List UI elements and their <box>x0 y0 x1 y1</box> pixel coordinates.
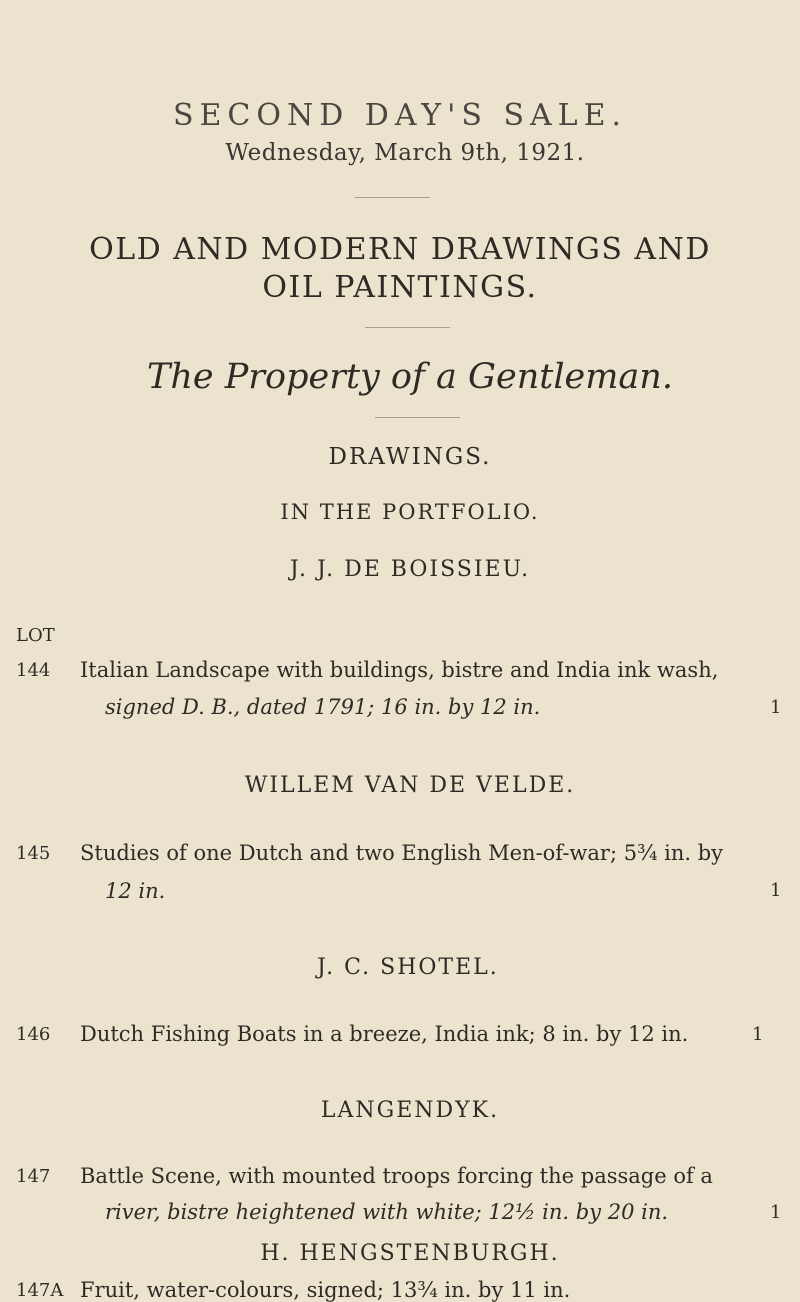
lot-number: 144 <box>16 660 51 681</box>
lot-description-cont <box>105 1200 668 1224</box>
lot-description-line: Dutch Fishing Boats in a breeze, India ink; 8 in. by 12 in. <box>80 1022 689 1046</box>
lot-number: 147 <box>16 1166 51 1187</box>
lot-description-cont <box>105 695 540 719</box>
lot-number: 147A <box>16 1280 64 1301</box>
lot-quantity: 1 <box>770 697 782 718</box>
divider <box>365 327 450 328</box>
artist-name: J. C. SHOTEL. <box>317 955 499 980</box>
lot-quantity: 1 <box>770 1202 782 1223</box>
lot-description <box>80 658 718 682</box>
lot-column-header: LOT <box>16 625 55 646</box>
divider <box>375 417 460 418</box>
property-heading: The Property of a Gentleman. <box>147 357 673 397</box>
lot-description <box>80 1164 713 1188</box>
sale-heading-line1: OLD AND MODERN DRAWINGS AND <box>89 232 711 267</box>
lot-description-line: Italian Landscape with buildings, bistre and India ink wash, <box>80 658 719 682</box>
lot-quantity: 1 <box>770 880 782 901</box>
lot-description-line: 12 in. <box>105 879 166 903</box>
lot-description-line: Battle Scene, with mounted troops forcing the passage of a <box>80 1164 713 1188</box>
lot-quantity: 1 <box>752 1024 764 1045</box>
artist-name: J. J. DE BOISSIEU. <box>289 557 531 582</box>
sale-heading-line2: OIL PAINTINGS. <box>262 270 538 305</box>
lot-description-line: Studies of one Dutch and two English Men-of-war; 5¾ in. by <box>80 841 724 865</box>
artist-name: H. HENGSTENBURGH. <box>260 1241 560 1266</box>
sale-date: Wednesday, March 9th, 1921. <box>225 140 585 166</box>
lot-description-line: river, bistre heightened with white; 12½ in. by 20 in. <box>105 1200 669 1224</box>
lot-number: 146 <box>16 1024 51 1045</box>
lot-description <box>80 1022 688 1046</box>
lot-description-line: signed D. B., dated 1791; 16 in. by 12 in. <box>105 695 541 719</box>
divider <box>355 197 430 198</box>
subsection-heading: IN THE PORTFOLIO. <box>280 500 540 524</box>
artist-name: WILLEM VAN DE VELDE. <box>244 773 576 798</box>
section-heading: DRAWINGS. <box>328 444 492 470</box>
lot-description <box>80 841 723 865</box>
lot-description-cont <box>105 879 165 903</box>
lot-description-line: Fruit, water-colours, signed; 13¾ in. by 11 in. <box>80 1278 571 1302</box>
lot-description <box>80 1278 570 1302</box>
lot-number: 145 <box>16 843 51 864</box>
page-title: SECOND DAY'S SALE. <box>172 98 628 133</box>
artist-name: LANGENDYK. <box>320 1098 500 1123</box>
